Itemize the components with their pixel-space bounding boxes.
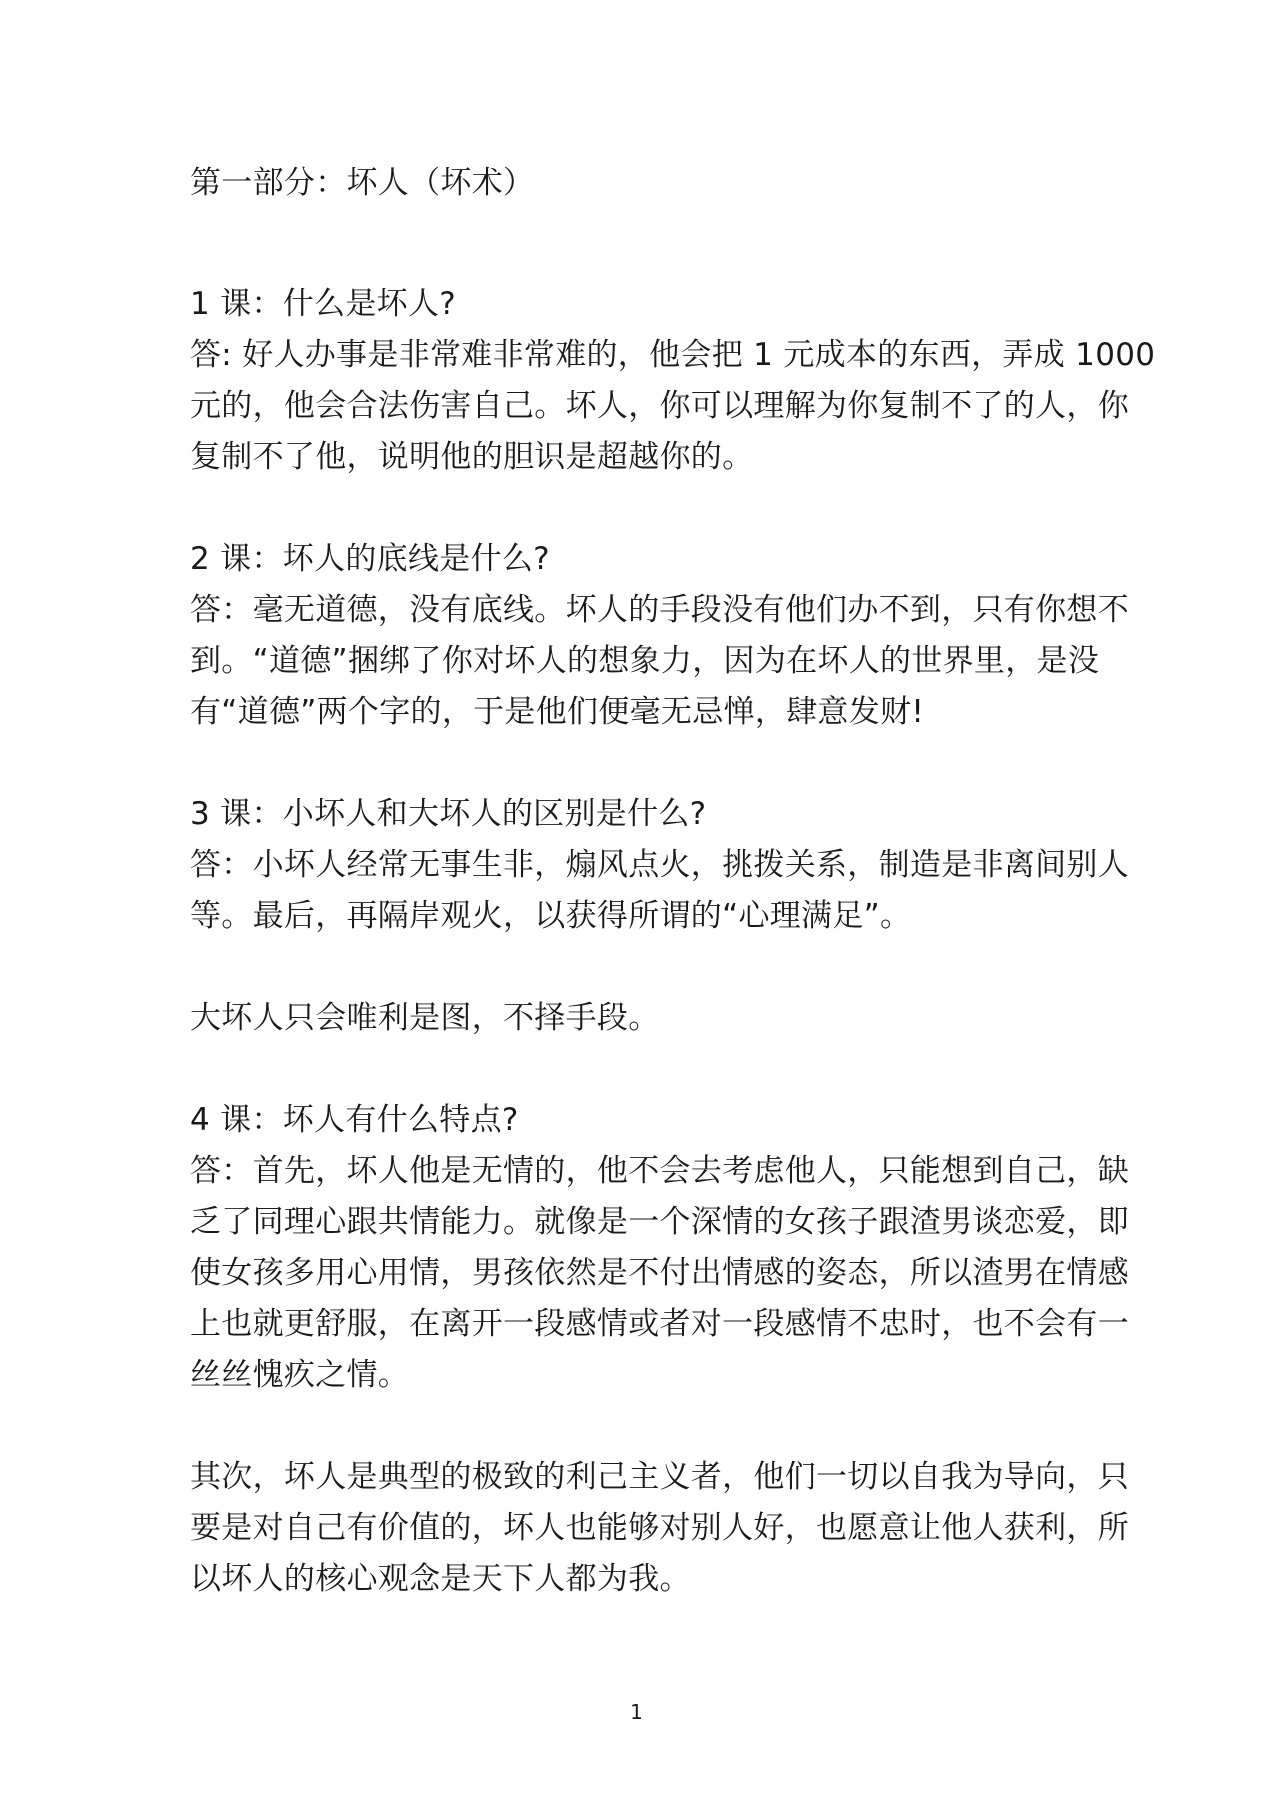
lesson-3-paragraph-line: 大坏人只会唯利是图，不择手段。 (190, 1000, 660, 1036)
lesson-2-question: 2 课：坏人的底线是什么? (190, 541, 550, 577)
lesson-3-answer-line: 等。最后，再隔岸观火，以获得所谓的“心理满足”。 (190, 898, 912, 934)
document-body (190, 158, 1156, 1656)
section-lesson-3 (190, 789, 1129, 942)
document-title: 第一部分：坏人（坏术） (190, 165, 535, 201)
lesson-4-answer-line: 乏了同理心跟共情能力。就像是一个深情的女孩子跟渣男谈恋爱，即 (190, 1204, 1129, 1240)
lesson-4-paragraph-line: 以坏人的核心观念是天下人都为我。 (190, 1561, 691, 1597)
lesson-2-answer-line: 到。“道德”捆绑了你对坏人的想象力，因为在坏人的世界里，是没 (190, 643, 1100, 679)
page-number: 1 (630, 1700, 643, 1724)
section-lesson-2 (190, 534, 1129, 738)
lesson-3-answer-line: 答：小坏人经常无事生非，煽风点火，挑拨关系，制造是非离间别人 (190, 847, 1129, 883)
lesson-1-answer-line: 答: 好人办事是非常难非常难的，他会把 1 元成本的东西，弄成 1000 (190, 337, 1156, 373)
lesson-4-paragraph-line: 其次，坏人是典型的极致的利己主义者，他们一切以自我为导向，只 (190, 1459, 1129, 1495)
section-lesson-1 (190, 279, 1156, 483)
section-lesson-4 (190, 1095, 1129, 1401)
lesson-2-answer-line: 有“道德”两个字的，于是他们便毫无忌惮，肆意发财! (190, 694, 925, 730)
lesson-1-answer-line: 元的，他会合法伤害自己。坏人，你可以理解为你复制不了的人，你 (190, 388, 1129, 424)
lesson-4-answer-line: 答：首先，坏人他是无情的，他不会去考虑他人，只能想到自己，缺 (190, 1153, 1129, 1189)
lesson-4-paragraph-line: 要是对自己有价值的，坏人也能够对别人好，也愿意让他人获利，所 (190, 1510, 1129, 1546)
section-lesson-4-continued (190, 1452, 1129, 1605)
lesson-2-answer-line: 答：毫无道德，没有底线。坏人的手段没有他们办不到，只有你想不 (190, 592, 1129, 628)
lesson-1-answer-line: 复制不了他，说明他的胆识是超越你的。 (190, 439, 754, 475)
lesson-4-answer-line: 使女孩多用心用情，男孩依然是不付出情感的姿态，所以渣男在情感 (190, 1255, 1129, 1291)
lesson-3-question: 3 课：小坏人和大坏人的区别是什么? (190, 796, 707, 832)
lesson-4-answer-line: 丝丝愧疚之情。 (190, 1357, 410, 1393)
lesson-4-question: 4 课：坏人有什么特点? (190, 1102, 519, 1138)
lesson-1-question: 1 课：什么是坏人? (190, 286, 457, 322)
section-lesson-3-continued (190, 993, 1102, 1044)
lesson-4-answer-line: 上也就更舒服，在离开一段感情或者对一段感情不忠时，也不会有一 (190, 1306, 1129, 1342)
